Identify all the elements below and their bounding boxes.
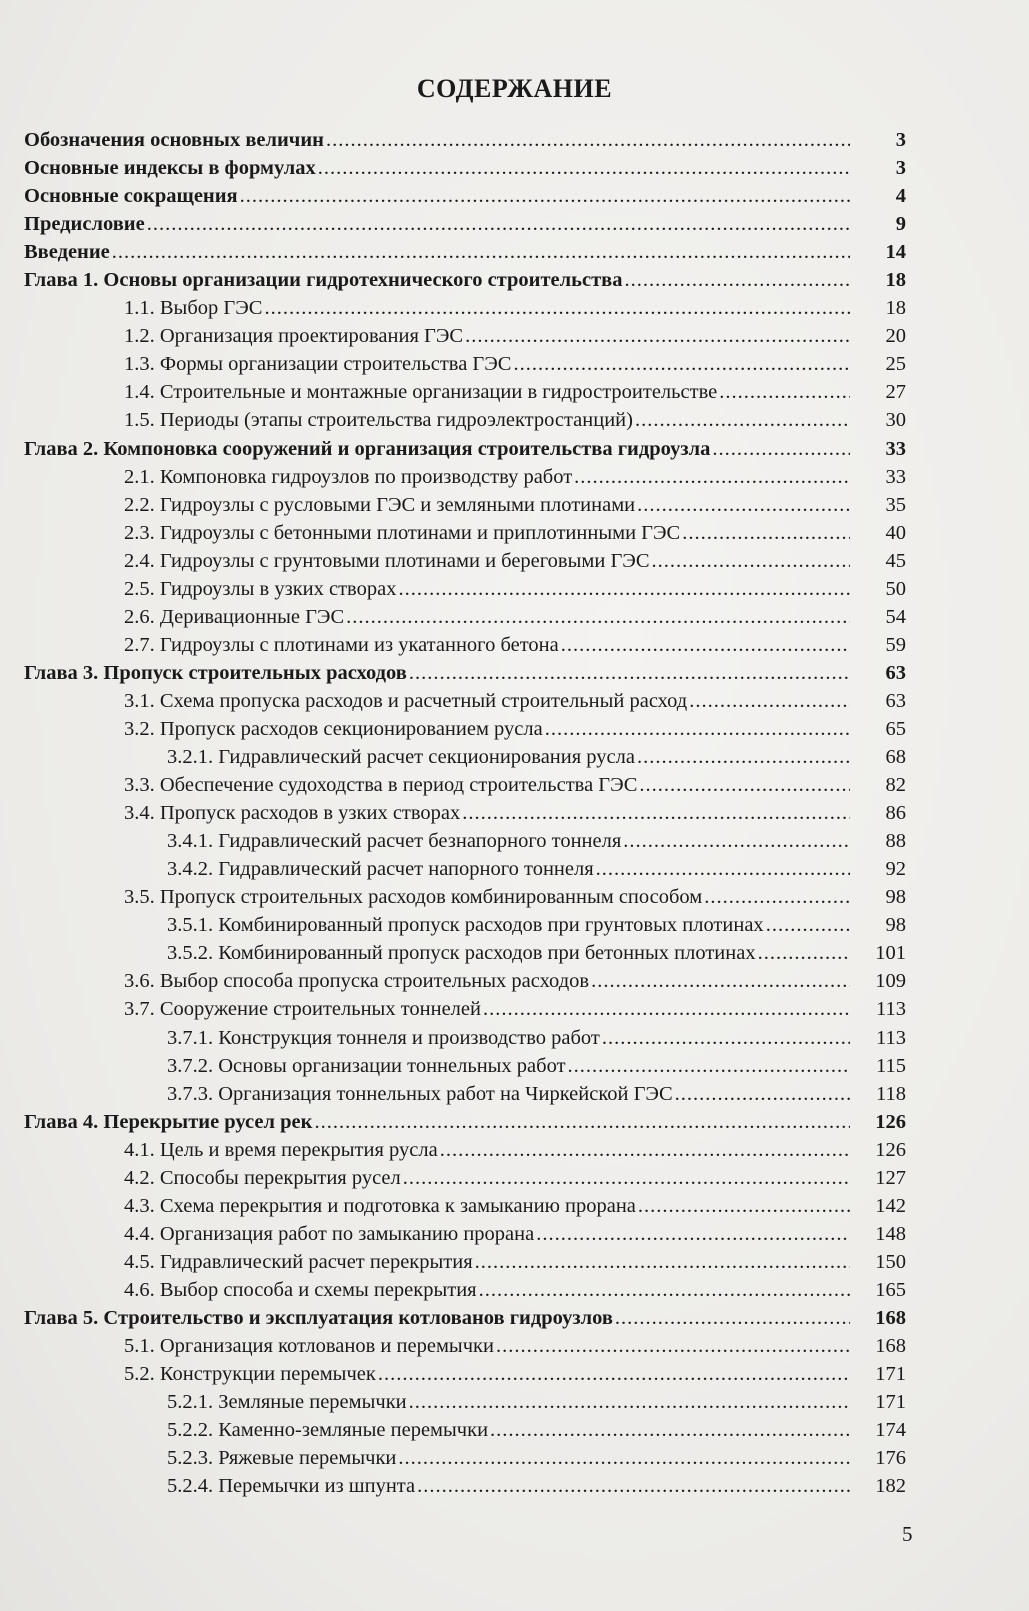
dot-leader xyxy=(623,827,850,855)
dot-leader xyxy=(652,547,850,575)
table-of-contents xyxy=(24,126,906,1500)
toc-entry-page: 25 xyxy=(885,353,906,376)
toc-entry-title: 5.2.1. Земляные перемычки xyxy=(167,1391,407,1414)
toc-entry xyxy=(24,827,906,855)
dot-leader xyxy=(240,182,850,210)
toc-entry-page: 126 xyxy=(875,1138,906,1161)
dot-leader xyxy=(615,1304,850,1332)
toc-entry-title: 4.3. Схема перекрытия и подготовка к замыканию прорана xyxy=(124,1194,636,1217)
dot-leader xyxy=(719,378,850,406)
dot-leader xyxy=(440,1136,850,1164)
toc-entry-title: Обозначения основных величин xyxy=(24,129,324,151)
toc-entry-title: 3.2.1. Гидравлический расчет секционирования русла xyxy=(167,746,635,769)
toc-entry xyxy=(24,1248,906,1276)
toc-entry-title: 3.6. Выбор способа пропуска строительных расходов xyxy=(124,970,590,993)
dot-leader xyxy=(318,154,850,182)
toc-entry xyxy=(24,294,906,322)
toc-entry-page: 165 xyxy=(875,1278,906,1301)
dot-leader xyxy=(403,1164,850,1192)
toc-entry-page: 92 xyxy=(885,858,906,881)
dot-leader xyxy=(409,659,850,687)
toc-entry-title: 5.2.2. Каменно-земляные перемычки xyxy=(167,1419,489,1442)
page-number: 5 xyxy=(902,1522,913,1546)
page-title: СОДЕРЖАНИЕ xyxy=(416,74,613,103)
toc-entry xyxy=(24,799,906,827)
dot-leader xyxy=(545,715,850,743)
dot-leader xyxy=(490,1416,850,1444)
toc-entry-title: 2.3. Гидроузлы с бетонными плотинами и приплотинными ГЭС xyxy=(124,521,681,544)
toc-entry xyxy=(24,1052,906,1080)
toc-entry-title: 1.2. Организация проектирования ГЭС xyxy=(124,325,464,348)
dot-leader xyxy=(264,294,850,322)
dot-leader xyxy=(475,1248,850,1276)
toc-entry xyxy=(24,1108,906,1136)
toc-entry-page: 18 xyxy=(885,269,906,292)
toc-entry-title: 3.7. Сооружение строительных тоннелей xyxy=(124,998,481,1021)
dot-leader xyxy=(346,603,850,631)
toc-entry-page: 168 xyxy=(875,1306,906,1329)
toc-entry-title: 3.7.2. Основы организации тоннельных работ xyxy=(167,1054,566,1077)
toc-entry xyxy=(24,939,906,967)
dot-leader xyxy=(635,406,850,434)
toc-entry-page: 45 xyxy=(885,549,906,572)
toc-entry-page: 14 xyxy=(885,241,906,264)
toc-entry xyxy=(24,1444,906,1472)
toc-entry-title: 2.5. Гидроузлы в узких створах xyxy=(124,577,397,600)
toc-entry xyxy=(24,435,906,463)
toc-entry-title: Основные индексы в формулах xyxy=(24,157,316,180)
toc-entry-title: 1.4. Строительные и монтажные организации в гидростроительстве xyxy=(124,381,718,404)
toc-entry xyxy=(24,883,906,911)
dot-leader xyxy=(766,911,850,939)
dot-leader xyxy=(513,350,850,378)
toc-entry xyxy=(24,659,906,687)
toc-entry-title: 4.2. Способы перекрытия русел xyxy=(124,1166,401,1189)
toc-entry-title: 2.4. Гидроузлы с грунтовыми плотинами и береговыми ГЭС xyxy=(124,549,650,572)
toc-entry-title: 3.5.1. Комбинированный пропуск расходов при грунтовых плотинах xyxy=(167,914,764,937)
toc-entry-page: 109 xyxy=(875,970,906,993)
dot-leader xyxy=(602,1024,850,1052)
toc-entry-title: 3.7.1. Конструкция тоннеля и производство работ xyxy=(167,1026,600,1049)
toc-entry xyxy=(24,1472,906,1500)
toc-entry-page: 127 xyxy=(875,1166,906,1189)
toc-entry-title: 5.1. Организация котлованов и перемычки xyxy=(124,1335,494,1358)
dot-leader xyxy=(409,1388,850,1416)
toc-entry-title: 5.2.4. Перемычки из шпунта xyxy=(167,1475,416,1498)
toc-entry-title: Глава 5. Строительство и эксплуатация котлованов гидроузлов xyxy=(24,1306,613,1329)
dot-leader xyxy=(398,575,850,603)
dot-leader xyxy=(112,238,850,266)
toc-entry-title: 1.3. Формы организации строительства ГЭС xyxy=(124,353,512,376)
toc-entry-page: 148 xyxy=(875,1222,906,1245)
toc-entry-page: 171 xyxy=(875,1391,906,1414)
dot-leader xyxy=(637,743,850,771)
dot-leader xyxy=(326,126,850,154)
toc-entry xyxy=(24,1416,906,1444)
dot-leader xyxy=(462,799,850,827)
toc-entry-page: 3 xyxy=(895,129,906,151)
toc-entry xyxy=(24,1080,906,1108)
toc-entry xyxy=(24,238,906,266)
toc-entry xyxy=(24,603,906,631)
toc-entry-page: 115 xyxy=(876,1054,906,1077)
toc-entry-page: 126 xyxy=(875,1110,906,1133)
toc-entry-title: 3.1. Схема пропуска расходов и расчетный строительный расход xyxy=(124,689,688,712)
toc-entry xyxy=(24,1136,906,1164)
toc-entry xyxy=(24,350,906,378)
toc-entry-title: 3.4. Пропуск расходов в узких створах xyxy=(124,802,461,825)
toc-entry-title: 3.4.2. Гидравлический расчет напорного тоннеля xyxy=(167,858,594,881)
toc-entry-title: Основные сокращения xyxy=(24,185,238,208)
toc-entry xyxy=(24,1220,906,1248)
toc-entry xyxy=(24,575,906,603)
toc-entry-page: 20 xyxy=(885,325,906,348)
toc-entry-page: 40 xyxy=(885,521,906,544)
toc-entry-title: 2.1. Компоновка гидроузлов по производству работ xyxy=(124,465,573,488)
toc-entry xyxy=(24,519,906,547)
toc-entry-title: Введение xyxy=(24,241,110,264)
toc-entry-page: 118 xyxy=(876,1082,906,1105)
toc-entry xyxy=(24,967,906,995)
dot-leader xyxy=(675,1080,850,1108)
toc-entry-page: 35 xyxy=(885,493,906,516)
toc-entry-title: 4.4. Организация работ по замыканию прорана xyxy=(124,1222,535,1245)
toc-entry xyxy=(24,126,906,154)
toc-entry xyxy=(24,1360,906,1388)
toc-entry-page: 65 xyxy=(885,717,906,740)
toc-entry-page: 171 xyxy=(875,1363,906,1386)
toc-entry-page: 9 xyxy=(895,213,906,236)
toc-entry xyxy=(24,911,906,939)
toc-entry-page: 98 xyxy=(885,886,906,909)
toc-entry-title: 3.5.2. Комбинированный пропуск расходов при бетонных плотинах xyxy=(167,942,756,965)
dot-leader xyxy=(398,1444,850,1472)
toc-entry-title: Глава 2. Компоновка сооружений и организация строительства гидроузла xyxy=(24,437,711,460)
toc-entry-title: 1.1. Выбор ГЭС xyxy=(124,297,263,320)
toc-entry-title: 3.2. Пропуск расходов секционированием русла xyxy=(124,717,543,740)
toc-entry xyxy=(24,743,906,771)
toc-entry-title: 4.5. Гидравлический расчет перекрытия xyxy=(124,1250,473,1273)
toc-entry-page: 182 xyxy=(875,1475,906,1498)
toc-entry-title: 2.6. Деривационные ГЭС xyxy=(124,605,345,628)
toc-entry xyxy=(24,1276,906,1304)
toc-entry-page: 176 xyxy=(875,1447,906,1470)
toc-entry-page: 63 xyxy=(885,689,906,712)
toc-entry-page: 82 xyxy=(885,774,906,797)
toc-entry xyxy=(24,463,906,491)
toc-entry-page: 68 xyxy=(885,746,906,769)
toc-entry-page: 54 xyxy=(885,605,906,628)
toc-entry-page: 33 xyxy=(885,437,906,460)
toc-entry xyxy=(24,1304,906,1332)
toc-entry-page: 168 xyxy=(875,1335,906,1358)
toc-entry-title: 3.3. Обеспечение судоходства в период строительства ГЭС xyxy=(124,774,638,797)
dot-leader xyxy=(147,210,850,238)
dot-leader xyxy=(637,491,850,519)
toc-entry xyxy=(24,1332,906,1360)
toc-entry-title: 3.7.3. Организация тоннельных работ на Чиркейской ГЭС xyxy=(167,1082,673,1105)
toc-entry xyxy=(24,491,906,519)
toc-entry-title: 3.4.1. Гидравлический расчет безнапорного тоннеля xyxy=(167,830,622,853)
toc-entry-page: 33 xyxy=(885,465,906,488)
dot-leader xyxy=(479,1276,850,1304)
dot-leader xyxy=(591,967,850,995)
toc-entry-page: 63 xyxy=(885,661,906,684)
dot-leader xyxy=(689,687,850,715)
toc-entry-page: 18 xyxy=(885,297,906,320)
toc-entry-page: 27 xyxy=(885,381,906,404)
dot-leader xyxy=(417,1472,850,1500)
toc-entry-title: 4.1. Цель и время перекрытия русла xyxy=(124,1138,438,1161)
toc-entry xyxy=(24,631,906,659)
dot-leader xyxy=(596,855,850,883)
dot-leader xyxy=(483,995,850,1023)
dot-leader xyxy=(574,463,850,491)
toc-entry-page: 113 xyxy=(876,1026,906,1049)
dot-leader xyxy=(536,1220,850,1248)
dot-leader xyxy=(682,519,850,547)
toc-entry xyxy=(24,322,906,350)
toc-entry-page: 101 xyxy=(875,942,906,965)
dot-leader xyxy=(378,1360,850,1388)
toc-entry-page: 30 xyxy=(885,409,906,432)
toc-entry xyxy=(24,266,906,294)
toc-entry xyxy=(24,1164,906,1192)
toc-entry xyxy=(24,182,906,210)
dot-leader xyxy=(496,1332,850,1360)
toc-entry-page: 59 xyxy=(885,633,906,656)
toc-entry-title: 3.5. Пропуск строительных расходов комбинированным способом xyxy=(124,886,703,909)
toc-entry xyxy=(24,995,906,1023)
toc-entry xyxy=(24,210,906,238)
toc-entry-title: Глава 3. Пропуск строительных расходов xyxy=(24,661,407,684)
dot-leader xyxy=(561,631,850,659)
toc-entry-title: 1.5. Периоды (этапы строительства гидроэлектростанций) xyxy=(124,409,633,432)
dot-leader xyxy=(638,1192,850,1220)
toc-entry xyxy=(24,1024,906,1052)
dot-leader xyxy=(712,435,850,463)
dot-leader xyxy=(314,1108,850,1136)
toc-entry-title: 5.2. Конструкции перемычек xyxy=(124,1363,376,1386)
dot-leader xyxy=(568,1052,850,1080)
toc-entry-title: 2.7. Гидроузлы с плотинами из укатанного бетона xyxy=(124,633,559,656)
toc-entry xyxy=(24,771,906,799)
toc-entry xyxy=(24,547,906,575)
toc-entry-page: 98 xyxy=(885,914,906,937)
toc-entry-page: 88 xyxy=(885,830,906,853)
toc-entry xyxy=(24,378,906,406)
toc-entry xyxy=(24,406,906,434)
dot-leader xyxy=(704,883,850,911)
toc-entry-page: 142 xyxy=(875,1194,906,1217)
toc-entry-page: 150 xyxy=(875,1250,906,1273)
toc-entry-page: 174 xyxy=(875,1419,906,1442)
dot-leader xyxy=(758,939,850,967)
dot-leader xyxy=(639,771,850,799)
toc-entry xyxy=(24,715,906,743)
toc-entry-page: 113 xyxy=(876,998,906,1021)
toc-entry xyxy=(24,1388,906,1416)
toc-entry xyxy=(24,855,906,883)
dot-leader xyxy=(624,266,850,294)
toc-entry-title: Предисловие xyxy=(24,213,145,236)
toc-entry-title: 4.6. Выбор способа и схемы перекрытия xyxy=(124,1278,477,1301)
toc-entry-page: 86 xyxy=(885,802,906,825)
toc-entry xyxy=(24,687,906,715)
toc-entry-page: 50 xyxy=(885,577,906,600)
toc-entry-page: 4 xyxy=(895,185,906,208)
dot-leader xyxy=(465,322,850,350)
toc-entry xyxy=(24,1192,906,1220)
toc-entry-title: Глава 4. Перекрытие русел рек xyxy=(24,1110,313,1133)
toc-entry xyxy=(24,154,906,182)
toc-entry-page: 3 xyxy=(895,157,906,180)
toc-entry-title: 5.2.3. Ряжевые перемычки xyxy=(167,1447,397,1470)
toc-entry-title: 2.2. Гидроузлы с русловыми ГЭС и земляными плотинами xyxy=(124,493,636,516)
toc-entry-title: Глава 1. Основы организации гидротехнического строительства xyxy=(24,269,623,292)
